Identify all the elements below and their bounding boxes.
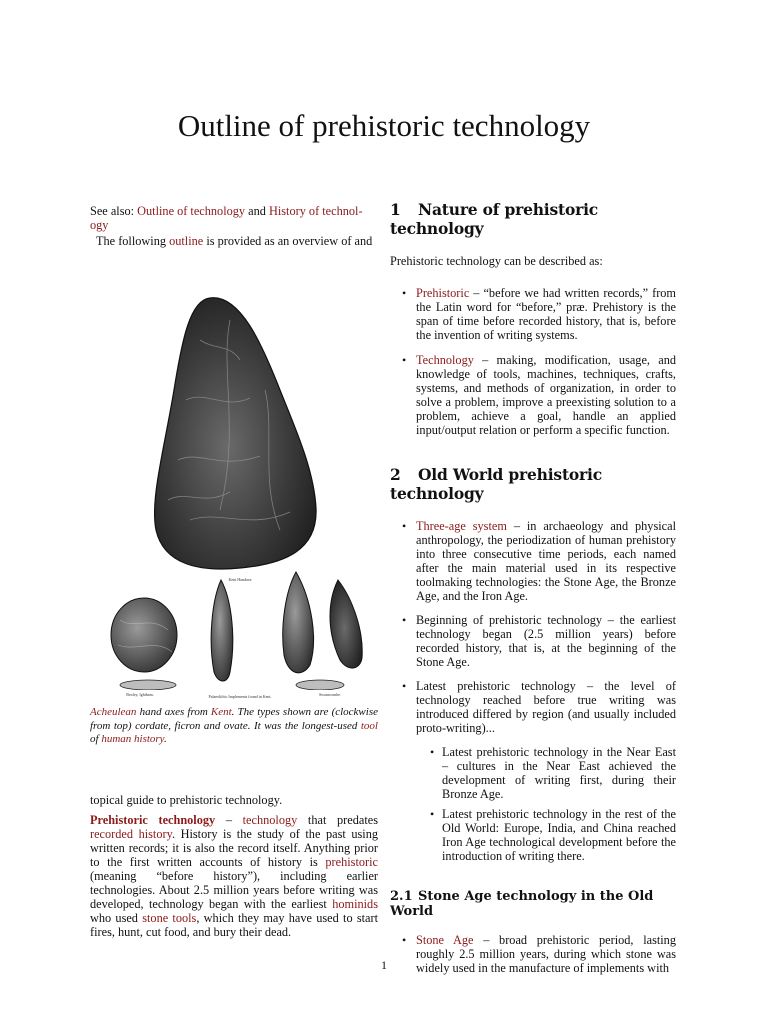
outline-link[interactable]: outline [169,234,204,248]
history-of-technology-link[interactable]: History of technol-ogy [90,204,363,232]
prehistoric-def-text: – “before we had written records,” from the Latin word for “before,” præ. Prehistory is the span of time before recorded history, that is, before the invention of writing systems. [416,286,676,342]
section-2-list [390,519,676,735]
caption-b: . The types shown are (clockwise from top) cordate, ficron and ovate. It was the longest-used [90,706,378,732]
page-title: Outline of prehistoric technology [177,108,591,143]
prehistoric-technology-paragraph [90,813,378,939]
p2-d: (meaning “before history”), including earlier technologies. About 2.5 million years before writing was developed, technology began with the earliest [90,868,378,911]
ovate-hand-axe [111,598,177,672]
figure-label-bottom-center: Palaeolithic Implements found in Kent. [208,694,272,699]
figure-label-top: Kent Handaxe [228,577,252,582]
section-2-1-title: Stone Age technology in the Old World [390,889,654,919]
ficron-hand-axe [283,572,314,673]
page-number: 1 [381,958,387,972]
left-column [90,204,378,939]
stone-age-link[interactable]: Stone Age [416,933,474,947]
see-also-and: and [245,204,269,218]
figure-caption [90,706,378,747]
section-2-title: Old World prehistoric technology [390,465,602,503]
p2-a: – [215,812,243,827]
figure-label-bottom-left: Bexley, Ightham. [126,692,154,697]
section-2-heading [390,465,676,503]
beginning-text: • Beginning of prehistoric technology – the earliest technology began (2.5 million years) before recorded history, that is, at the beginning of the Stone Age. [416,613,676,669]
section-1-intro: Prehistoric technology can be described as: [390,254,603,268]
three-age-system-link[interactable]: Three-age system [416,519,507,533]
caption-d: . [163,733,167,745]
list-item [390,807,676,863]
rest-of-world-text: • Latest prehistoric technology in the rest of the Old World: Europe, India, and China reached Iron Age technological development before the introduction of writing there. [442,807,676,863]
section-2-1-heading [390,889,676,919]
flat-section-left [120,680,176,690]
latest-text: • Latest prehistoric technology – the level of technology reached before true writing was introduced differed by region (and usually included proto-writing)... [416,679,676,735]
intro-continued: topical guide to prehistoric technology. [90,792,283,807]
flat-section-right [296,680,344,690]
list-item [390,679,676,735]
technology-link[interactable]: technology [242,812,298,827]
technology-def-text: – making, modification, usage, and knowledge of tools, machines, techniques, crafts, systems, and methods of organization, in order to solve a problem, improve a preexisting solution to a problem, achieve a goal, handle an applied input/output relation or perform a specific function. [416,353,676,437]
acheulean-link[interactable]: Acheulean [90,706,137,718]
list-item [390,745,676,801]
right-column [390,200,676,975]
large-hand-axe [155,298,317,569]
list-item [390,353,676,437]
human-history-link[interactable]: human history [101,733,164,745]
list-item [390,286,676,342]
stone-age-text: – broad prehistoric period, lasting roughly 2.5 million years, during which stone was widely used in the manufacture of implements with [416,933,676,975]
prehistoric-technology-bold: Prehistoric technology [90,812,216,827]
kent-link[interactable]: Kent [210,706,232,718]
caption-a: hand axes from [136,706,211,718]
hominids-link[interactable]: hominids [332,896,378,911]
figure-label-row [90,690,378,700]
recorded-history-link[interactable]: recorded history [90,826,172,841]
pointed-hand-axe [330,580,362,668]
p2-c: . History is the study of the past using written records; it is also the record itself. Anything prior to the first written accounts of history is [90,826,378,869]
tool-link[interactable]: tool [360,719,378,732]
stone-tools-link[interactable]: stone tools [142,910,197,925]
section-2-1-number: 2.1 [390,889,413,904]
see-also-line [90,204,378,232]
list-item [390,519,676,603]
section-1-heading [390,200,676,238]
section-1-list [390,286,676,437]
section-1-title: Nature of prehistoric technology [390,200,599,238]
section-2-sublist [390,745,676,863]
intro-a: The following [96,234,170,248]
technology-def-link[interactable]: Technology [416,353,474,367]
caption-c: of [90,733,102,745]
section-1-number: 1 [390,200,401,219]
p2-e: who used [90,910,143,925]
outline-of-technology-link[interactable]: Outline of technology [137,204,246,218]
hand-axes-illustration [90,280,378,690]
p2-f: , which they may have used to start fires, hunt, cut food, and bury their dead. [90,910,379,939]
section-2-number: 2 [390,465,401,484]
list-item [390,613,676,669]
see-also-prefix: See also: [90,204,138,218]
hand-axes-figure [90,280,378,747]
prehistoric-link[interactable]: prehistoric [325,854,378,869]
figure-label-bottom-right: Swanscombe. [318,692,342,697]
near-east-text: • Latest prehistoric technology in the Near East – cultures in the Near East achieved the development of writing first, during their Bronze Age. [442,745,676,801]
profile-hand-axe [211,580,233,681]
three-age-text: – in archaeology and physical anthropology, the periodization of human prehistory into three consecutive time periods, each named after the main material used in its respective toolmaking technologies: the Stone Age, the Bronze Age, and the Iron Age. [416,519,676,603]
prehistoric-def-link[interactable]: Prehistoric [416,286,470,300]
intro-b: is provided as an overview of and [203,234,373,248]
p2-b: that predates [297,812,378,827]
intro-text [90,234,378,248]
